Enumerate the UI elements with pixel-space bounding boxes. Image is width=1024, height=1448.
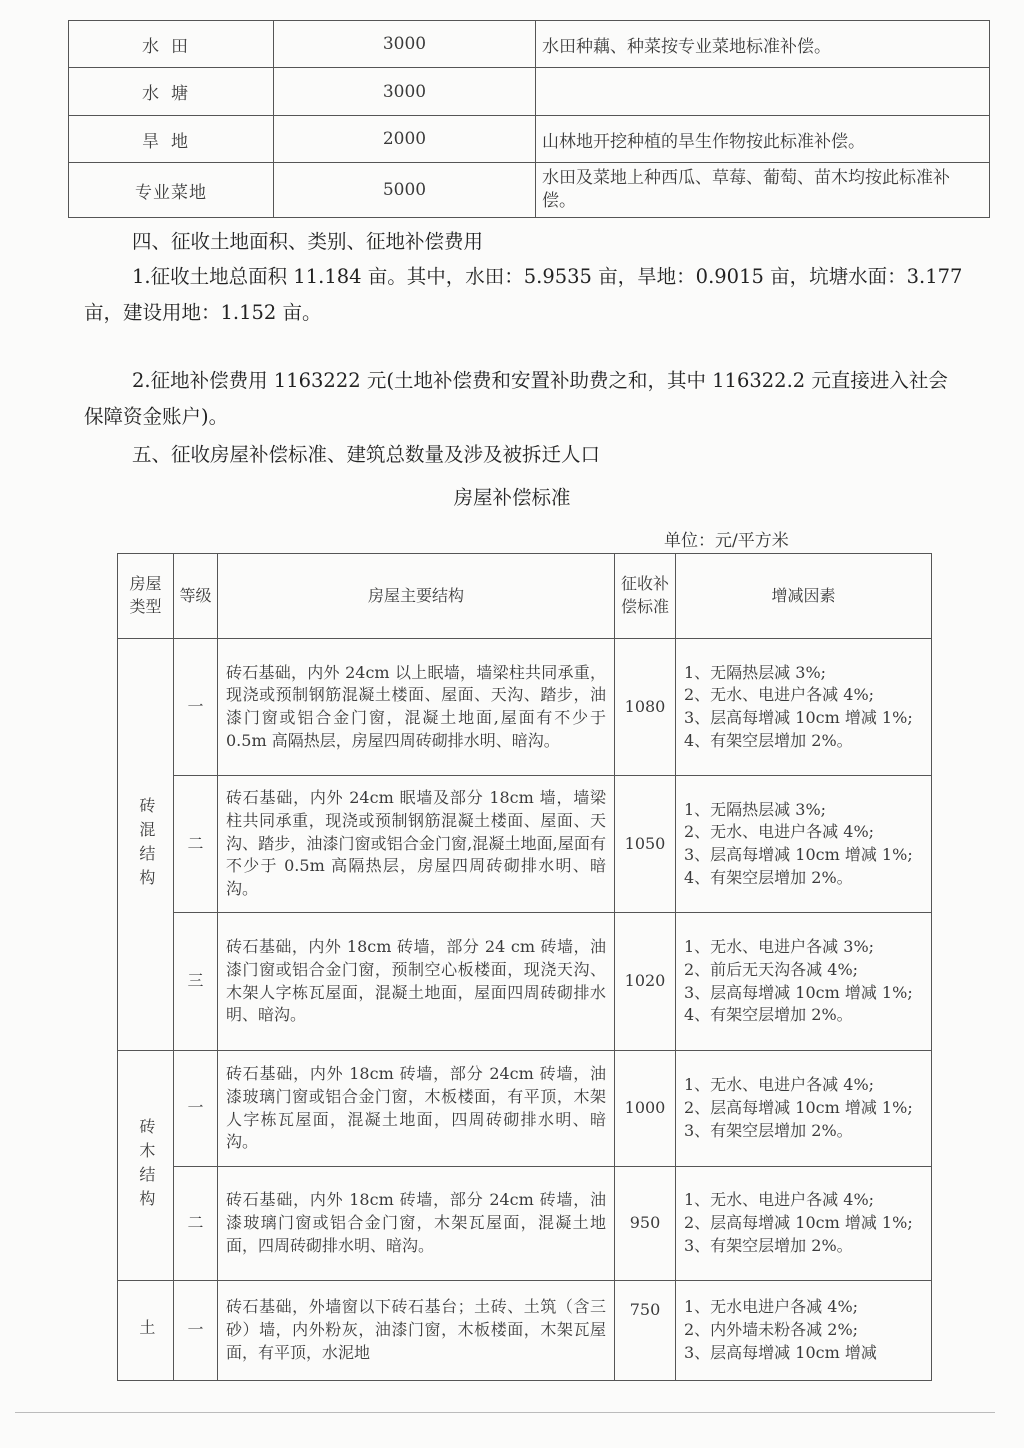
section-4-paragraph-1: 1.征收土地总面积 11.184 亩。其中，水田：5.9535 亩，旱地：0.9015 亩，坑塘水面：3.177 亩，建设用地：1.152 亩。 — [84, 265, 963, 324]
land-value: 2000 — [274, 116, 536, 163]
land-value: 5000 — [274, 163, 536, 218]
table-row — [118, 1051, 932, 1167]
land-value: 3000 — [274, 21, 536, 68]
table-row — [118, 913, 932, 1051]
factor-item: 1、无隔热层减 3%; — [684, 662, 827, 682]
factor-item: 4、有架空层增加 2%。 — [684, 867, 853, 887]
house-compensation-table — [117, 553, 932, 1381]
factor-item: 1、无水、电进户各减 4%; — [684, 1075, 875, 1095]
structure: 砖石基础，内外 18cm 砖墙，部分 24cm 砖墙，油漆玻璃门窗或铝合金门窗，木架瓦屋面，混凝土地面，四周砖砌排水明、暗沟。 — [218, 1167, 615, 1281]
section-4-heading: 四、征收土地面积、类别、征地补偿费用 — [132, 230, 484, 253]
table-row — [118, 639, 932, 776]
standard: 750 — [615, 1281, 676, 1381]
grade: 二 — [174, 776, 218, 913]
factor-item: 3、层高每增减 10cm 增减 — [684, 1342, 877, 1362]
factor-item: 2、前后无天沟各减 4%; — [684, 959, 859, 979]
factor-item: 1、无水、电进户各减 4%; — [684, 1190, 875, 1210]
table-row — [69, 21, 990, 68]
grade: 一 — [174, 1051, 218, 1167]
factor-item: 4、有架空层增加 2%。 — [684, 730, 853, 750]
factor-item: 2、层高每增减 10cm 增减 1%; — [684, 1213, 913, 1233]
land-compensation-table — [68, 20, 990, 218]
house-type: 砖木结构 — [136, 1117, 156, 1214]
factor-item: 3、有架空层增加 2%。 — [684, 1235, 853, 1255]
structure: 砖石基础，外墙窗以下砖石基台；土砖、土筑（含三砂）墙，内外粉灰，油漆门窗，木板楼面，木架瓦屋面，有平顶，水泥地 — [218, 1281, 615, 1381]
header-type: 房屋类型 — [118, 554, 174, 639]
factor-item: 2、无水、电进户各减 4%; — [684, 685, 875, 705]
land-type: 水田 — [69, 21, 274, 68]
standard: 1080 — [615, 639, 676, 776]
factor-item: 2、无水、电进户各减 4%; — [684, 822, 875, 842]
table-row — [69, 116, 990, 163]
grade: 一 — [174, 1281, 218, 1381]
grade: 二 — [174, 1167, 218, 1281]
structure: 砖石基础，内外 24cm 以上眠墙，墙梁柱共同承重，现浇或预制钢筋混凝土楼面、屋面、天沟、踏步，油漆门窗或铝合金门窗，混凝土地面,屋面有不少于 0.5m 高隔热层，房屋四周砖砌排水明、暗沟。 — [218, 639, 615, 776]
factor-item: 3、层高每增减 10cm 增减 1%; — [684, 982, 913, 1002]
house-type: 土 — [136, 1318, 156, 1343]
factor-item: 3、有架空层增加 2%。 — [684, 1120, 853, 1140]
table-row — [118, 776, 932, 913]
table-row — [69, 68, 990, 116]
grade: 一 — [174, 639, 218, 776]
factor-item: 4、有架空层增加 2%。 — [684, 1005, 853, 1025]
header-structure: 房屋主要结构 — [218, 554, 615, 639]
factor-item: 1、无隔热层减 3%; — [684, 799, 827, 819]
structure: 砖石基础，内外 24cm 眠墙及部分 18cm 墙，墙梁柱共同承重，现浇或预制钢筋混凝土楼面、屋面、天沟、踏步，油漆门窗或铝合金门窗,混凝土地面,屋面有不少于 0.5m 高隔热层，房屋四周砖砌排水明、暗沟。 — [218, 776, 615, 913]
header-row — [118, 554, 932, 639]
standard: 1020 — [615, 913, 676, 1051]
factor-item: 1、无水电进户各减 4%; — [684, 1297, 859, 1317]
land-type: 专业菜地 — [69, 163, 274, 218]
table-row — [118, 1281, 932, 1381]
land-note: 水田及菜地上种西瓜、草莓、葡萄、苗木均按此标准补偿。 — [536, 163, 990, 218]
land-type: 旱地 — [69, 116, 274, 163]
factor-item: 3、层高每增减 10cm 增减 1%; — [684, 845, 913, 864]
unit-label: 单位：元/平方米 — [664, 531, 789, 551]
standard: 1050 — [615, 776, 676, 913]
land-note: 水田种藕、种菜按专业菜地标准补偿。 — [536, 21, 990, 68]
factor-item: 2、内外墙未粉各减 2%; — [684, 1320, 859, 1340]
header-standard: 征收补偿标准 — [615, 554, 676, 639]
structure: 砖石基础，内外 18cm 砖墙，部分 24 cm 砖墙，油漆门窗或铝合金门窗，预制空心板楼面，现浇天沟、木架人字栋瓦屋面，混凝土地面，屋面四周砖砌排水明、暗沟。 — [218, 913, 615, 1051]
section-4-paragraph-2: 2.征地补偿费用 1163222 元(土地补偿费和安置补助费之和，其中 116322.2 元直接进入社会保障资金账户)。 — [84, 369, 948, 428]
land-value: 3000 — [274, 68, 536, 116]
house-type: 砖混结构 — [136, 796, 156, 893]
factor-item: 2、层高每增减 10cm 增减 1%; — [684, 1098, 913, 1118]
land-type: 水塘 — [69, 68, 274, 116]
factor-item: 1、无水、电进户各减 3%; — [684, 937, 875, 957]
page-bottom-rule — [15, 1412, 995, 1413]
grade: 三 — [174, 913, 218, 1051]
standard: 1000 — [615, 1051, 676, 1167]
house-table-title: 房屋补偿标准 — [453, 486, 571, 509]
header-factors: 增减因素 — [676, 554, 932, 639]
land-note — [536, 68, 990, 116]
table-row — [118, 1167, 932, 1281]
section-5-heading: 五、征收房屋补偿标准、建筑总数量及涉及被拆迁人口 — [132, 443, 601, 466]
land-note: 山林地开挖种植的旱生作物按此标准补偿。 — [536, 116, 990, 163]
standard: 950 — [615, 1167, 676, 1281]
table-row — [69, 163, 990, 218]
header-grade: 等级 — [174, 554, 218, 639]
factor-item: 3、层高每增减 10cm 增减 1%; — [684, 708, 913, 727]
structure: 砖石基础，内外 18cm 砖墙，部分 24cm 砖墙，油漆玻璃门窗或铝合金门窗，木板楼面，有平顶，木架人字栋瓦屋面，混凝土地面，四周砖砌排水明、暗沟。 — [218, 1051, 615, 1167]
